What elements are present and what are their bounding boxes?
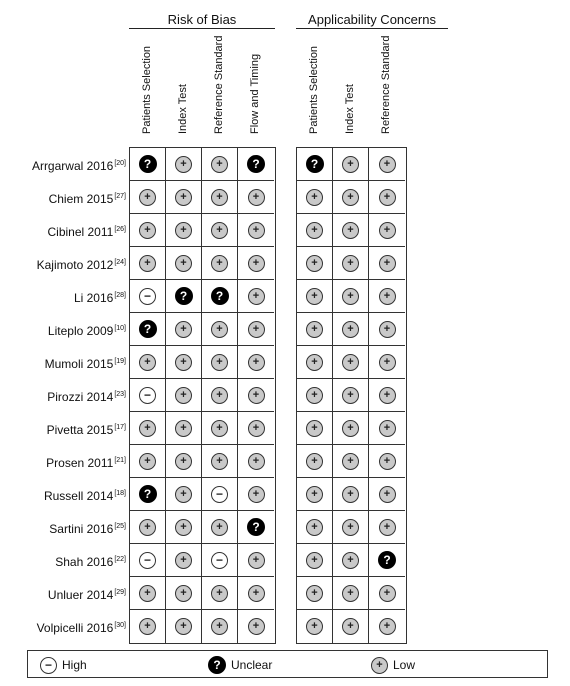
rob-cell — [238, 511, 274, 544]
study-name: Chiem 2015 — [48, 192, 114, 206]
rob-cell — [238, 544, 274, 577]
app-col-header-2 — [368, 35, 404, 144]
low-risk-icon: + — [248, 585, 265, 602]
study-reference: [22] — [114, 556, 126, 563]
app-cell — [297, 313, 333, 346]
high-risk-icon: − — [139, 552, 156, 569]
unclear-risk-icon: ? — [175, 287, 193, 305]
low-risk-icon: + — [342, 420, 359, 437]
low-risk-icon: + — [379, 255, 396, 272]
low-risk-icon: + — [379, 519, 396, 536]
rob-col-header-label: Flow and Timing — [249, 53, 261, 134]
low-risk-icon: + — [306, 255, 323, 272]
rob-cell — [238, 148, 274, 181]
low-risk-icon: + — [175, 354, 192, 371]
study-name: Prosen 2011 — [46, 456, 114, 470]
low-risk-icon: + — [248, 618, 265, 635]
app-cell — [333, 544, 369, 577]
unclear-risk-icon: ? — [247, 518, 265, 536]
low-risk-icon: + — [248, 321, 265, 338]
unclear-risk-icon: ? — [139, 485, 157, 503]
rob-cell — [130, 511, 166, 544]
app-cell — [333, 280, 369, 313]
legend-unclear-label: Unclear — [231, 658, 273, 672]
low-risk-icon: + — [342, 156, 359, 173]
low-risk-icon: + — [248, 354, 265, 371]
rob-cell — [238, 313, 274, 346]
low-risk-icon: + — [342, 255, 359, 272]
low-risk-icon: + — [211, 618, 228, 635]
low-risk-icon: + — [306, 618, 323, 635]
rob-cell — [130, 577, 166, 610]
rob-cell — [166, 445, 202, 478]
low-risk-icon: + — [175, 486, 192, 503]
rob-cell — [130, 148, 166, 181]
rob-cell — [130, 313, 166, 346]
low-risk-icon: + — [139, 618, 156, 635]
rob-cell — [130, 445, 166, 478]
app-cell — [297, 577, 333, 610]
app-cell — [369, 610, 405, 643]
rob-cell — [238, 478, 274, 511]
app-cell — [369, 478, 405, 511]
rob-cell — [202, 148, 238, 181]
low-risk-icon: + — [139, 453, 156, 470]
study-reference: [23] — [114, 391, 126, 398]
low-risk-icon: + — [211, 354, 228, 371]
rob-cell — [202, 412, 238, 445]
rob-cell — [202, 544, 238, 577]
low-risk-icon: + — [306, 486, 323, 503]
study-label — [0, 312, 126, 345]
study-label — [0, 576, 126, 609]
low-risk-icon: + — [175, 222, 192, 239]
app-cell — [369, 577, 405, 610]
legend-low-label: Low — [393, 658, 416, 672]
rob-cell — [202, 379, 238, 412]
low-risk-icon: + — [139, 222, 156, 239]
low-risk-icon: + — [139, 255, 156, 272]
rob-cell — [166, 214, 202, 247]
rob-col-header-label: Reference Standard — [213, 35, 225, 134]
app-cell — [369, 181, 405, 214]
study-reference: [26] — [114, 226, 126, 233]
low-risk-icon: + — [342, 387, 359, 404]
app-cell — [297, 148, 333, 181]
low-risk-icon: + — [342, 453, 359, 470]
app-cell — [369, 247, 405, 280]
rob-cell — [166, 610, 202, 643]
rob-cell — [130, 379, 166, 412]
low-risk-icon: + — [342, 552, 359, 569]
study-name: Unluer 2014 — [47, 588, 114, 602]
low-risk-icon: + — [211, 585, 228, 602]
rob-cell — [166, 379, 202, 412]
low-risk-icon: + — [139, 189, 156, 206]
low-risk-icon: + — [248, 552, 265, 569]
rob-cell — [238, 247, 274, 280]
rob-cell — [166, 181, 202, 214]
low-risk-icon: + — [306, 354, 323, 371]
app-cell — [297, 247, 333, 280]
high-risk-icon: − — [139, 288, 156, 305]
rob-cell — [130, 478, 166, 511]
low-risk-icon: + — [306, 288, 323, 305]
study-label — [0, 378, 126, 411]
low-risk-icon: + — [371, 657, 388, 674]
low-risk-icon: + — [306, 387, 323, 404]
legend-low — [371, 651, 415, 679]
low-risk-icon: + — [248, 222, 265, 239]
app-cell — [297, 610, 333, 643]
rob-cell — [202, 214, 238, 247]
app-cell — [333, 148, 369, 181]
app-cell — [297, 181, 333, 214]
app-cell — [369, 412, 405, 445]
app-cell — [333, 610, 369, 643]
unclear-risk-icon: ? — [306, 155, 324, 173]
app-cell — [333, 379, 369, 412]
rob-cell — [202, 346, 238, 379]
low-risk-icon: + — [306, 519, 323, 536]
high-risk-icon: − — [139, 387, 156, 404]
app-cell — [333, 478, 369, 511]
rob-cell — [130, 346, 166, 379]
app-cell — [297, 445, 333, 478]
app-cell — [333, 247, 369, 280]
app-cell — [333, 577, 369, 610]
study-name: Volpicelli 2016 — [36, 621, 114, 635]
study-reference: [20] — [114, 160, 126, 167]
rob-cell — [238, 412, 274, 445]
study-name: Cibinel 2011 — [47, 225, 114, 239]
app-cell — [333, 346, 369, 379]
unclear-risk-icon: ? — [139, 320, 157, 338]
low-risk-icon: + — [342, 222, 359, 239]
rob-cell — [166, 280, 202, 313]
rob-cell — [130, 610, 166, 643]
rob-cell — [166, 478, 202, 511]
study-name: Mumoli 2015 — [44, 357, 114, 371]
low-risk-icon: + — [379, 618, 396, 635]
low-risk-icon: + — [211, 189, 228, 206]
app-cell — [297, 478, 333, 511]
rob-cell — [130, 247, 166, 280]
rob-cell — [166, 346, 202, 379]
low-risk-icon: + — [248, 255, 265, 272]
rob-cell — [202, 478, 238, 511]
rob-cell — [166, 511, 202, 544]
study-label — [0, 180, 126, 213]
app-cell — [369, 511, 405, 544]
low-risk-icon: + — [342, 189, 359, 206]
high-risk-icon: − — [211, 552, 228, 569]
rob-cell — [130, 214, 166, 247]
low-risk-icon: + — [306, 222, 323, 239]
low-risk-icon: + — [211, 321, 228, 338]
rob-cell — [166, 148, 202, 181]
app-cell — [297, 346, 333, 379]
high-risk-icon: − — [211, 486, 228, 503]
study-name: Sartini 2016 — [49, 522, 114, 536]
app-cell — [333, 412, 369, 445]
study-name: Arrgarwal 2016 — [31, 159, 114, 173]
app-col-header-label: Reference Standard — [380, 35, 392, 134]
low-risk-icon: + — [211, 519, 228, 536]
low-risk-icon: + — [248, 387, 265, 404]
app-cell — [369, 379, 405, 412]
low-risk-icon: + — [379, 486, 396, 503]
low-risk-icon: + — [306, 321, 323, 338]
legend — [27, 650, 548, 678]
unclear-risk-icon: ? — [139, 155, 157, 173]
app-cell — [297, 412, 333, 445]
study-reference: [25] — [114, 523, 126, 530]
study-name: Pirozzi 2014 — [47, 390, 114, 404]
app-col-header-0 — [296, 42, 332, 144]
rob-cell — [202, 577, 238, 610]
rob-cell — [166, 577, 202, 610]
low-risk-icon: + — [139, 585, 156, 602]
low-risk-icon: + — [306, 453, 323, 470]
study-reference: [19] — [114, 358, 126, 365]
app-cell — [297, 544, 333, 577]
low-risk-icon: + — [211, 156, 228, 173]
study-label — [0, 279, 126, 312]
low-risk-icon: + — [175, 420, 192, 437]
app-cell — [297, 280, 333, 313]
study-label — [0, 609, 126, 642]
low-risk-icon: + — [306, 420, 323, 437]
study-label — [0, 246, 126, 279]
low-risk-icon: + — [175, 189, 192, 206]
low-risk-icon: + — [139, 354, 156, 371]
rob-col-header-2 — [201, 35, 237, 144]
low-risk-icon: + — [379, 354, 396, 371]
study-reference: [10] — [114, 325, 126, 332]
app-cell — [333, 181, 369, 214]
rob-cell — [238, 181, 274, 214]
unclear-risk-icon: ? — [208, 656, 226, 674]
study-name: Pivetta 2015 — [46, 423, 114, 437]
rob-cell — [238, 577, 274, 610]
rob-cell — [202, 511, 238, 544]
low-risk-icon: + — [379, 453, 396, 470]
low-risk-icon: + — [379, 321, 396, 338]
low-risk-icon: + — [248, 189, 265, 206]
low-risk-icon: + — [306, 552, 323, 569]
low-risk-icon: + — [342, 585, 359, 602]
rob-cell — [166, 544, 202, 577]
app-cell — [297, 379, 333, 412]
rob-cell — [130, 412, 166, 445]
unclear-risk-icon: ? — [247, 155, 265, 173]
study-name: Liteplo 2009 — [47, 324, 114, 338]
rob-cell — [202, 280, 238, 313]
app-cell — [333, 445, 369, 478]
app-cell — [369, 214, 405, 247]
low-risk-icon: + — [379, 387, 396, 404]
rob-cell — [238, 379, 274, 412]
app-cell — [333, 313, 369, 346]
low-risk-icon: + — [211, 255, 228, 272]
study-label — [0, 411, 126, 444]
low-risk-icon: + — [175, 453, 192, 470]
rob-cell — [202, 610, 238, 643]
low-risk-icon: + — [379, 420, 396, 437]
app-cell — [369, 148, 405, 181]
rob-col-header-0 — [129, 42, 165, 144]
low-risk-icon: + — [175, 618, 192, 635]
low-risk-icon: + — [175, 255, 192, 272]
rob-cell — [166, 313, 202, 346]
applicability-concerns-table — [296, 147, 407, 644]
study-reference: [28] — [114, 292, 126, 299]
low-risk-icon: + — [211, 453, 228, 470]
low-risk-icon: + — [211, 222, 228, 239]
study-label — [0, 477, 126, 510]
low-risk-icon: + — [175, 552, 192, 569]
study-reference: [18] — [114, 490, 126, 497]
study-reference: [21] — [114, 457, 126, 464]
low-risk-icon: + — [175, 321, 192, 338]
study-label — [0, 345, 126, 378]
rob-cell — [130, 544, 166, 577]
rob-cell — [130, 280, 166, 313]
high-risk-icon: − — [40, 657, 57, 674]
low-risk-icon: + — [175, 156, 192, 173]
risk-of-bias-table — [129, 147, 276, 644]
app-col-header-label: Index Test — [344, 84, 356, 134]
low-risk-icon: + — [248, 453, 265, 470]
low-risk-icon: + — [306, 585, 323, 602]
unclear-risk-icon: ? — [378, 551, 396, 569]
app-cell — [369, 544, 405, 577]
app-cell — [333, 214, 369, 247]
rob-col-header-1 — [165, 42, 201, 144]
study-reference: [24] — [114, 259, 126, 266]
low-risk-icon: + — [211, 420, 228, 437]
rob-cell — [238, 610, 274, 643]
study-label — [0, 444, 126, 477]
low-risk-icon: + — [248, 288, 265, 305]
rob-cell — [202, 247, 238, 280]
rob-cell — [202, 445, 238, 478]
low-risk-icon: + — [342, 288, 359, 305]
study-name: Kajimoto 2012 — [36, 258, 114, 272]
low-risk-icon: + — [379, 189, 396, 206]
low-risk-icon: + — [342, 321, 359, 338]
low-risk-icon: + — [175, 387, 192, 404]
app-cell — [369, 445, 405, 478]
study-reference: [27] — [114, 193, 126, 200]
low-risk-icon: + — [175, 585, 192, 602]
legend-unclear — [208, 651, 272, 679]
applicability-concerns-title: Applicability Concerns — [296, 12, 448, 29]
study-reference: [17] — [114, 424, 126, 431]
risk-of-bias-title: Risk of Bias — [129, 12, 275, 29]
rob-cell — [166, 412, 202, 445]
rob-cell — [238, 346, 274, 379]
app-cell — [297, 511, 333, 544]
study-label — [0, 543, 126, 576]
app-cell — [297, 214, 333, 247]
study-reference: [30] — [114, 622, 126, 629]
low-risk-icon: + — [342, 486, 359, 503]
legend-high-label: High — [62, 658, 87, 672]
rob-cell — [202, 181, 238, 214]
low-risk-icon: + — [248, 486, 265, 503]
app-cell — [369, 313, 405, 346]
study-label — [0, 510, 126, 543]
rob-col-header-3 — [237, 42, 273, 144]
app-col-header-label: Patients Selection — [308, 45, 320, 134]
low-risk-icon: + — [342, 354, 359, 371]
low-risk-icon: + — [379, 156, 396, 173]
study-label — [0, 213, 126, 246]
rob-cell — [238, 280, 274, 313]
low-risk-icon: + — [175, 519, 192, 536]
study-name: Li 2016 — [73, 291, 114, 305]
app-cell — [333, 511, 369, 544]
rob-col-header-label: Patients Selection — [141, 45, 153, 134]
low-risk-icon: + — [379, 222, 396, 239]
study-name: Shah 2016 — [55, 555, 114, 569]
unclear-risk-icon: ? — [211, 287, 229, 305]
app-col-header-1 — [332, 42, 368, 144]
low-risk-icon: + — [211, 387, 228, 404]
legend-high — [40, 651, 87, 679]
rob-col-header-label: Index Test — [177, 84, 189, 134]
study-label — [0, 147, 126, 180]
rob-cell — [238, 214, 274, 247]
low-risk-icon: + — [342, 519, 359, 536]
low-risk-icon: + — [139, 519, 156, 536]
low-risk-icon: + — [306, 189, 323, 206]
study-name: Russell 2014 — [43, 489, 114, 503]
rob-cell — [166, 247, 202, 280]
low-risk-icon: + — [379, 288, 396, 305]
rob-cell — [238, 445, 274, 478]
rob-cell — [130, 181, 166, 214]
low-risk-icon: + — [342, 618, 359, 635]
app-cell — [369, 280, 405, 313]
rob-cell — [202, 313, 238, 346]
study-reference: [29] — [114, 589, 126, 596]
low-risk-icon: + — [248, 420, 265, 437]
low-risk-icon: + — [139, 420, 156, 437]
low-risk-icon: + — [379, 585, 396, 602]
app-cell — [369, 346, 405, 379]
